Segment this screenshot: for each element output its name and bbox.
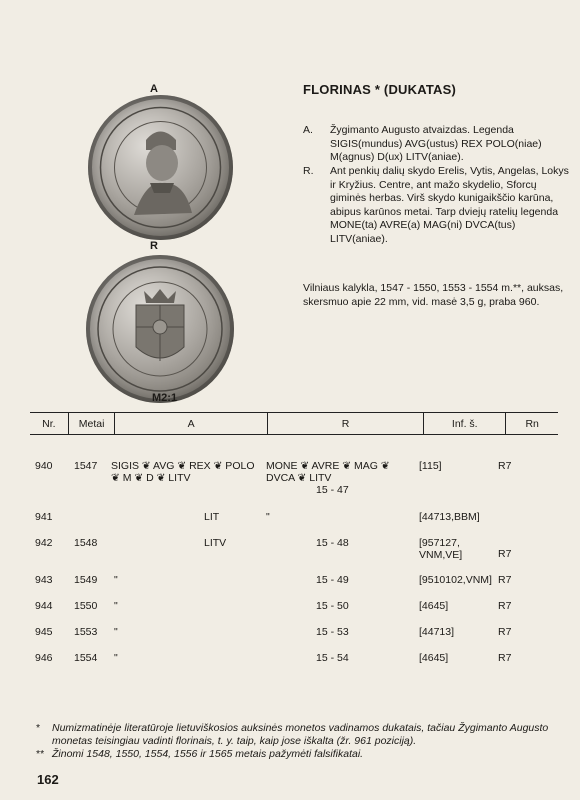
row-941-reverse: " bbox=[266, 511, 270, 523]
row-942-year: 1548 bbox=[74, 537, 98, 549]
row-942-rarity: R7 bbox=[498, 548, 512, 560]
row-942-inf: [957127, VNM,VE] bbox=[419, 537, 463, 561]
row-946-obverse: " bbox=[114, 652, 118, 664]
obverse-coin-image bbox=[88, 95, 233, 240]
row-946-inf: [4645] bbox=[419, 652, 449, 664]
obverse-label: A bbox=[150, 83, 158, 95]
col-header-inf: Inf. š. bbox=[424, 413, 506, 435]
row-943-year: 1549 bbox=[74, 574, 98, 586]
row-940-reverse: MONE ❦ AVRE ❦ MAG ❦ DVCA ❦ LITV bbox=[266, 460, 390, 484]
row-940-nr: 940 bbox=[35, 460, 53, 472]
row-943-date: 15 - 49 bbox=[316, 574, 349, 586]
reverse-desc-label: R. bbox=[303, 165, 314, 177]
row-943-nr: 943 bbox=[35, 574, 53, 586]
row-945-date: 15 - 53 bbox=[316, 626, 349, 638]
row-944-inf: [4645] bbox=[419, 600, 449, 612]
row-942-date: 15 - 48 bbox=[316, 537, 349, 549]
row-940-date: 15 - 47 bbox=[316, 484, 349, 496]
row-945-inf: [44713] bbox=[419, 626, 455, 638]
row-940-rarity: R7 bbox=[498, 460, 512, 472]
row-940-obverse: SIGIS ❦ AVG ❦ REX ❦ POLO ❦ M ❦ D ❦ LITV bbox=[111, 460, 255, 484]
obverse-description bbox=[303, 124, 573, 164]
row-941-obverse: LIT bbox=[204, 511, 220, 523]
footnote-1-mark: * bbox=[36, 722, 41, 734]
row-946-rarity: R7 bbox=[498, 652, 512, 664]
row-941-nr: 941 bbox=[35, 511, 53, 523]
col-header-nr: Nr. bbox=[30, 413, 68, 435]
row-940-inf: [115] bbox=[419, 460, 442, 472]
col-header-a: A bbox=[115, 413, 267, 435]
row-945-rarity: R7 bbox=[498, 626, 512, 638]
reverse-label: R bbox=[150, 240, 158, 252]
footnote-1-text: Numizmatinėje literatūroje lietuviškosios auksinės monetos vadinamos dukatais, tačiau Žygimanto Augusto monetas teisingiau vadinti florinais, t. y. taip, kaip jose iškalta (žr. 961 poziciją). bbox=[52, 722, 549, 747]
catalogue-table-header bbox=[30, 412, 558, 435]
footnote-2-text: Žinomi 1548, 1550, 1554, 1556 ir 1565 metais pažymėti falsifikatai. bbox=[52, 748, 364, 760]
row-945-year: 1553 bbox=[74, 626, 98, 638]
row-943-rarity: R7 bbox=[498, 574, 512, 586]
row-946-date: 15 - 54 bbox=[316, 652, 349, 664]
row-944-obverse: " bbox=[114, 600, 118, 612]
row-940-year: 1547 bbox=[74, 460, 98, 472]
reverse-description bbox=[303, 165, 573, 265]
row-942-nr: 942 bbox=[35, 537, 53, 549]
page-title: FLORINAS * (DUKATAS) bbox=[303, 82, 457, 97]
row-941-inf: [44713,BBM] bbox=[419, 511, 480, 523]
obverse-desc-text: Žygimanto Augusto atvaizdas. Legenda SIGIS(mundus) AVG(ustus) REX POLO(niae) M(agnus) D(ux) LITV(aniae). bbox=[330, 124, 542, 163]
col-header-metai: Metai bbox=[68, 413, 115, 435]
reverse-coin-image bbox=[86, 255, 234, 403]
row-946-nr: 946 bbox=[35, 652, 53, 664]
footnote-2 bbox=[36, 748, 566, 761]
row-945-nr: 945 bbox=[35, 626, 53, 638]
footnotes bbox=[36, 722, 566, 761]
row-942-obverse: LITV bbox=[204, 537, 227, 549]
row-944-rarity: R7 bbox=[498, 600, 512, 612]
row-944-date: 15 - 50 bbox=[316, 600, 349, 612]
row-944-nr: 944 bbox=[35, 600, 53, 612]
page-number: 162 bbox=[37, 772, 59, 787]
row-944-year: 1550 bbox=[74, 600, 98, 612]
row-943-obverse: " bbox=[114, 574, 118, 586]
col-header-r: R bbox=[267, 413, 423, 435]
obverse-desc-label: A. bbox=[303, 124, 313, 136]
reverse-desc-text: Ant penkių dalių skydo Erelis, Vytis, Angelas, Lokys ir Kryžius. Centre, ant mažo skydelio, Sforcų giminės herbas. Virš skydo kunigaikščio karūna, abipus karūnos metai. Tarp dviejų ratelių legenda MONE(ta) AVRE(a) MAG(ni) DVCA(tus) LITV(aniae). bbox=[330, 165, 569, 245]
row-943-inf: [9510102,VNM] bbox=[419, 574, 492, 586]
mint-info: Vilniaus kalykla, 1547 - 1550, 1553 - 1554 m.**, auksas, skersmuo apie 22 mm, vid. masė 3,5 g, praba 960. bbox=[303, 282, 564, 308]
footnote-1 bbox=[36, 722, 566, 748]
footnote-2-mark: ** bbox=[36, 748, 45, 760]
row-946-year: 1554 bbox=[74, 652, 98, 664]
row-945-obverse: " bbox=[114, 626, 118, 638]
scale-label: M2:1 bbox=[152, 392, 178, 404]
col-header-rn: Rn bbox=[506, 413, 558, 435]
